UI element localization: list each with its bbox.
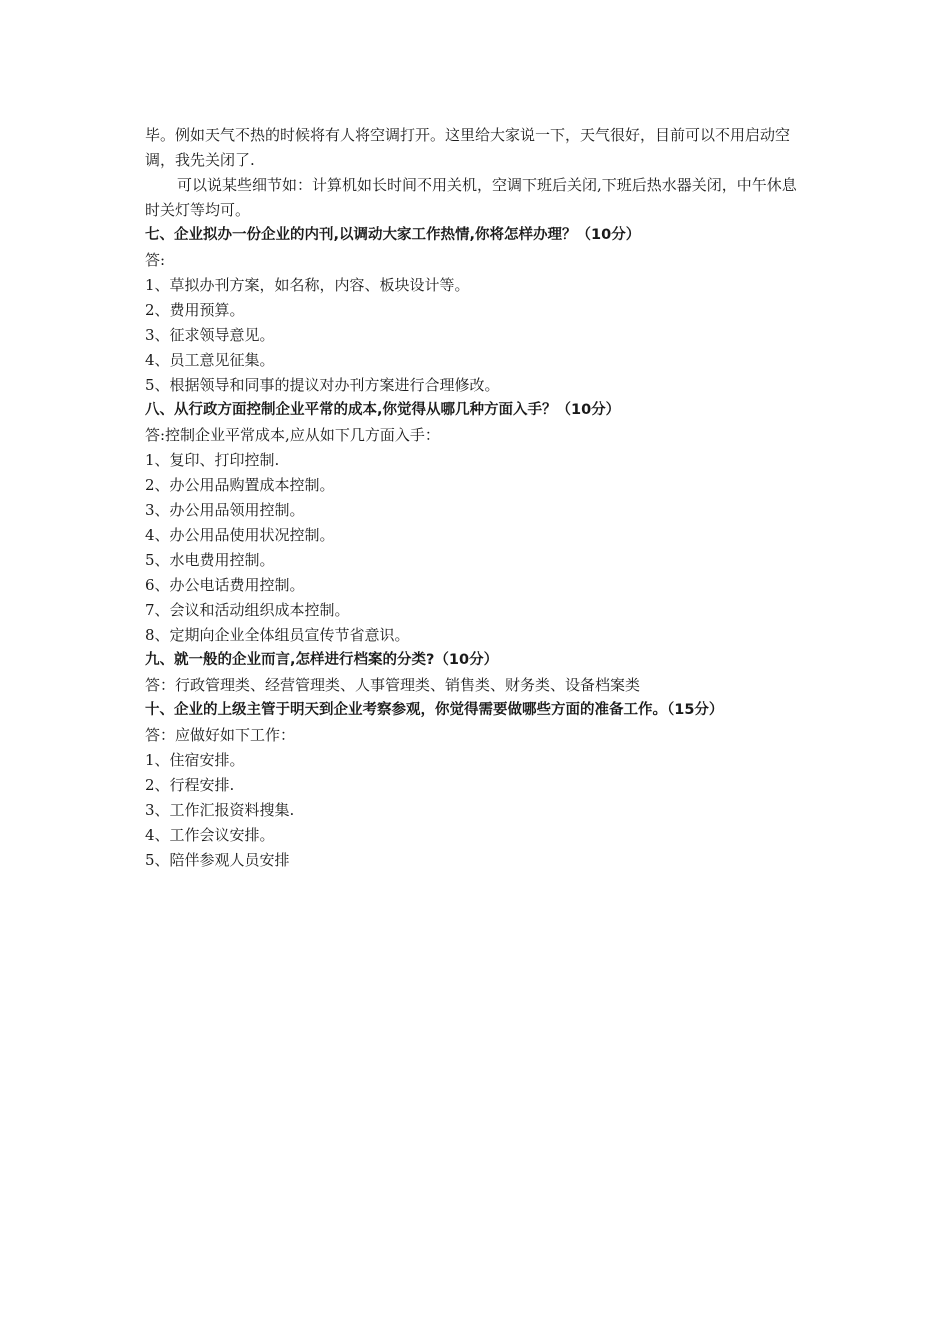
question-8-item: 3、办公用品领用控制。	[145, 501, 305, 519]
question-8-heading: 八、从行政方面控制企业平常的成本,你觉得从哪几种方面入手？（10分）	[145, 402, 621, 418]
question-7-item: 3、征求领导意见。	[145, 326, 275, 344]
question-7-item: 1、草拟办刊方案，如名称，内容、板块设计等。	[145, 276, 470, 294]
intro-paragraph-2: 可以说某些细节如：计算机如长时间不用关机，空调下班后关闭,下班后热水器关闭，中午休息时关灯等均可。	[145, 176, 797, 219]
question-8-item: 7、会议和活动组织成本控制。	[145, 601, 350, 619]
question-8-item: 8、定期向企业全体组员宣传节省意识。	[145, 626, 410, 644]
question-7-item: 5、根据领导和同事的提议对办刊方案进行合理修改。	[145, 376, 500, 394]
question-7-heading: 七、企业拟办一份企业的内刊,以调动大家工作热情,你将怎样办理？（10分）	[145, 227, 641, 243]
intro-paragraph-1: 毕。例如天气不热的时候将有人将空调打开。这里给大家说一下，天气很好，目前可以不用启动空调，我先关闭了.	[145, 126, 791, 169]
question-8-answer-label: 答:控制企业平常成本,应从如下几方面入手：	[145, 426, 440, 444]
question-10-item: 4、工作会议安排。	[145, 826, 275, 844]
question-10-item: 1、住宿安排。	[145, 751, 245, 769]
question-10-heading: 十、企业的上级主管于明天到企业考察参观，你觉得需要做哪些方面的准备工作。（15分）	[145, 702, 724, 718]
question-8-item: 5、水电费用控制。	[145, 551, 275, 569]
question-8-item: 2、办公用品购置成本控制。	[145, 476, 335, 494]
question-9-heading: 九、就一般的企业而言,怎样进行档案的分类?（10分）	[145, 652, 499, 668]
question-7-answer-label: 答:	[145, 251, 166, 269]
question-8-item: 1、复印、打印控制.	[145, 451, 280, 469]
question-8-item: 6、办公电话费用控制。	[145, 576, 305, 594]
question-8-item: 4、办公用品使用状况控制。	[145, 526, 335, 544]
question-10-answer-label: 答：应做好如下工作：	[145, 726, 296, 744]
question-10-item: 3、工作汇报资料搜集.	[145, 801, 295, 819]
question-10-item: 2、行程安排.	[145, 776, 235, 794]
question-10-item: 5、陪伴参观人员安排	[145, 851, 290, 869]
document-page	[145, 123, 805, 873]
question-7-item: 2、费用预算。	[145, 301, 245, 319]
question-9-answer: 答：行政管理类、经营管理类、人事管理类、销售类、财务类、设备档案类	[145, 676, 641, 694]
question-7-item: 4、员工意见征集。	[145, 351, 275, 369]
